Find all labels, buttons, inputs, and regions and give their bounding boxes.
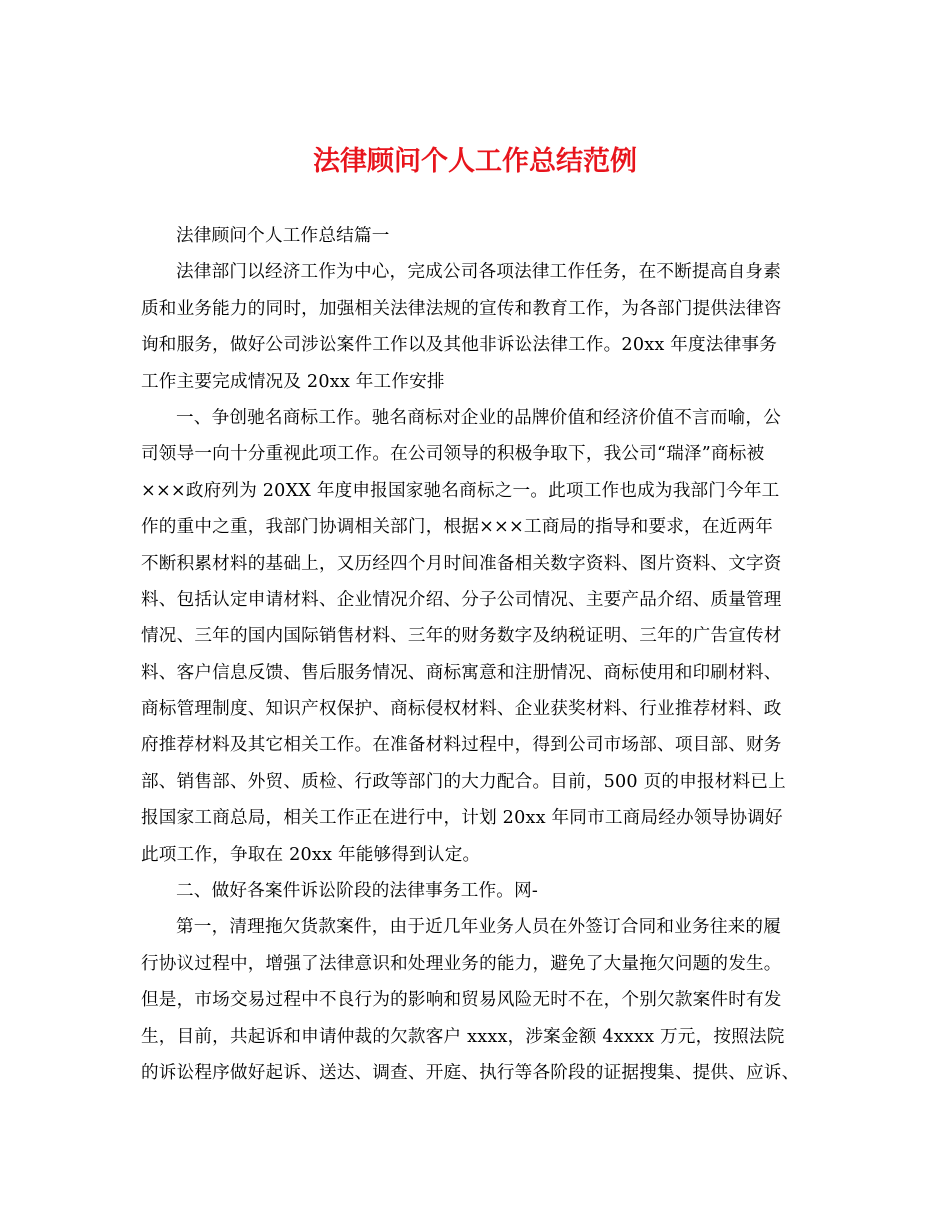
text-line: 作的重中之重，我部门协调相关部门，根据×××工商局的指导和要求，在近两年 [141, 517, 774, 538]
document-title: 法律顾问个人工作总结范例 [313, 146, 637, 177]
text-line: 报国家工商总局，相关工作正在进行中，计划 20xx 年同市工商局经办领导协调好 [141, 808, 783, 829]
text-line: 此项工作，争取在 20xx 年能够得到认定。 [141, 844, 481, 865]
text-line: 法律部门以经济工作为中心，完成公司各项法律工作任务，在不断提高自身素 [176, 262, 781, 283]
text-line: 询和服务，做好公司涉讼案件工作以及其他非诉讼法律工作。20xx 年度法律事务 [141, 335, 778, 356]
text-line: 质和业务能力的同时，加强相关法律法规的宣传和教育工作，为各部门提供法律咨 [141, 298, 782, 319]
text-line: 商标管理制度、知识产权保护、商标侵权材料、企业获奖材料、行业推荐材料、政 [141, 699, 782, 720]
text-line: 行协议过程中，增强了法律意识和处理业务的能力，避免了大量拖欠问题的发生。 [141, 953, 782, 974]
text-line: ×××政府列为 20XX 年度申报国家驰名商标之一。此项工作也成为我部门今年工 [141, 480, 780, 501]
text-line: 生，目前，共起诉和申请仲裁的欠款客户 xxxx，涉案金额 4xxxx 万元，按照法院 [141, 1026, 785, 1047]
text-line: 但是，市场交易过程中不良行为的影响和贸易风险无时不在，个别欠款案件时有发 [141, 990, 782, 1011]
text-line: 情况、三年的国内国际销售材料、三年的财务数字及纳税证明、三年的广告宣传材 [141, 626, 782, 647]
text-line: 二、做好各案件诉讼阶段的法律事务工作。网- [176, 881, 539, 902]
text-line: 料、包括认定申请材料、企业情况介绍、分子公司情况、主要产品介绍、质量管理 [141, 589, 782, 610]
text-line: 司领导一向十分重视此项工作。在公司领导的积极争取下，我公司“瑞泽”商标被 [141, 444, 765, 465]
text-line: 的诉讼程序做好起诉、送达、调查、开庭、执行等各阶段的证据搜集、提供、应诉、 [141, 1062, 800, 1083]
text-line: 工作主要完成情况及 20xx 年工作安排 [141, 371, 445, 392]
text-line: 一、争创驰名商标工作。驰名商标对企业的品牌价值和经济价值不言而喻，公 [176, 407, 781, 428]
text-line: 法律顾问个人工作总结篇一 [176, 226, 390, 246]
text-line: 料、客户信息反馈、售后服务情况、商标寓意和注册情况、商标使用和印刷材料、 [141, 662, 782, 683]
text-line: 第一，清理拖欠货款案件，由于近几年业务人员在外签订合同和业务往来的履 [176, 917, 781, 938]
document-body [141, 218, 831, 1091]
text-line: 部、销售部、外贸、质检、行政等部门的大力配合。目前，500 页的申报材料已上 [141, 771, 786, 792]
text-line: 不断积累材料的基础上，又历经四个月时间准备相关数字资料、图片资料、文字资 [141, 553, 782, 574]
text-line: 府推荐材料及其它相关工作。在准备材料过程中，得到公司市场部、项目部、财务 [141, 735, 782, 756]
